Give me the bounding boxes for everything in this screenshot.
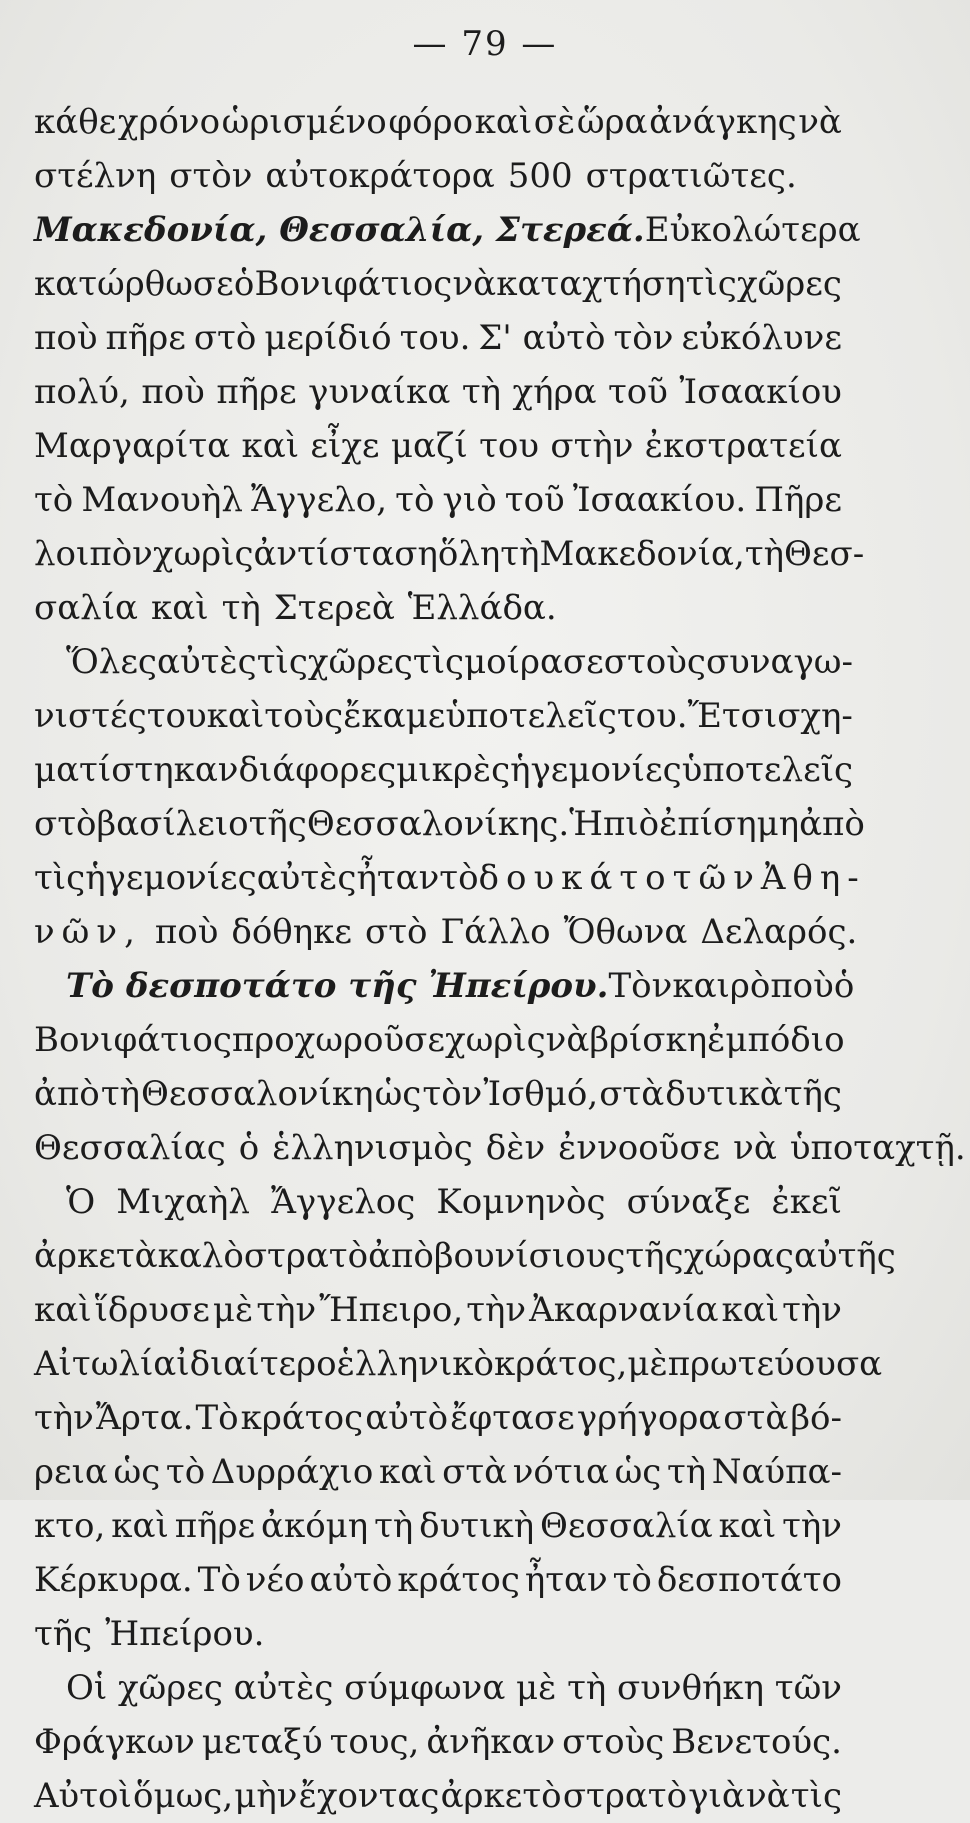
word: νὰ xyxy=(452,264,497,304)
word: Ναύπα- xyxy=(711,1452,842,1492)
word: ἀνάγκης xyxy=(649,102,797,142)
word: βό- xyxy=(790,1398,842,1438)
word: Τὸν xyxy=(608,966,673,1006)
word: Ἀκαρνανία xyxy=(529,1290,719,1330)
word: τὴ xyxy=(374,1506,414,1546)
word: ἀνῆκαν xyxy=(426,1722,556,1762)
word: γρήγορα xyxy=(576,1398,722,1438)
word: πιὸ xyxy=(602,804,660,844)
word: πρωτεύουσα xyxy=(667,1344,883,1384)
word: τους, xyxy=(329,1722,420,1762)
section-heading: Μακεδονία, Θεσσαλία, Στερεά. xyxy=(34,210,645,250)
word: πῆρε xyxy=(216,372,297,412)
word: τὴν xyxy=(782,1506,842,1546)
word: ἦταν xyxy=(356,858,440,898)
word: του. xyxy=(399,318,471,358)
word: ποὺ xyxy=(770,966,834,1006)
word: διάφορες xyxy=(238,750,397,790)
word: κτο, xyxy=(34,1506,106,1546)
word: χωρὶς xyxy=(444,1020,546,1060)
word: Δυρράχιο xyxy=(210,1452,374,1492)
text-line xyxy=(34,1337,883,1391)
text-line xyxy=(34,203,861,257)
word: ὑποταχτῇ. xyxy=(789,1128,966,1168)
word: τῶν xyxy=(672,858,761,898)
word: Γάλλο xyxy=(440,912,551,952)
word: καλὸ xyxy=(157,1236,244,1276)
word: γυναίκα xyxy=(308,372,451,412)
word: Ἑλλάδα. xyxy=(407,588,557,628)
word: Ἄγγελο, xyxy=(251,480,388,520)
word: προχωροῦσε xyxy=(231,1020,445,1060)
word: ὡς xyxy=(374,1074,422,1114)
word: Ὁ xyxy=(66,1182,96,1222)
word: ἀκόμη xyxy=(260,1506,369,1546)
word: δεσποτάτο xyxy=(656,1560,842,1600)
word: Κομνηνὸς xyxy=(436,1182,606,1222)
word: δυτικὰ xyxy=(665,1074,783,1114)
word: τὴ xyxy=(100,1074,140,1114)
text-line xyxy=(34,365,842,419)
word: Θεσσαλία xyxy=(540,1506,713,1546)
word: ἡγεμονίες xyxy=(510,750,682,790)
word: τὴν xyxy=(256,1290,317,1330)
word: στὸ xyxy=(193,318,257,358)
word: νιστές xyxy=(34,696,147,736)
word: ἑλληνικὸ xyxy=(336,1344,495,1384)
text-line xyxy=(34,311,842,365)
word: αὐτῆς xyxy=(793,1236,896,1276)
word: Δελαρός. xyxy=(700,912,858,952)
word: νὰ xyxy=(733,1128,777,1168)
word: Βονιφάτιος xyxy=(254,264,453,304)
word: ὁ xyxy=(238,1128,260,1168)
word: Ἄγγελος xyxy=(270,1182,416,1222)
word: καὶ xyxy=(206,696,265,736)
word: Θεσσαλίας xyxy=(34,1128,226,1168)
word: στὰ xyxy=(442,1452,508,1492)
text-line xyxy=(34,1553,842,1607)
word: στὴν xyxy=(550,426,634,466)
word: ἵδρυσε xyxy=(94,1290,210,1330)
word: τῆς xyxy=(625,1236,684,1276)
word: τὸν xyxy=(613,318,674,358)
word: τὸν xyxy=(422,1074,483,1114)
text-line xyxy=(34,1715,842,1769)
word: σύναξε xyxy=(626,1182,751,1222)
word: ἀπὸ xyxy=(34,1074,100,1114)
word: σὲ xyxy=(533,102,576,142)
word: ὡρισμένο xyxy=(221,102,387,142)
word: ἀρκετὸ xyxy=(440,1776,562,1816)
word: ἀρκετὰ xyxy=(34,1236,158,1276)
word: μερίδιό xyxy=(264,318,392,358)
word: τοὺς xyxy=(264,696,344,736)
word: τὴ xyxy=(461,372,502,412)
word: λοιπὸν xyxy=(34,534,153,574)
word: τὴ xyxy=(744,534,784,574)
word: ποὺ xyxy=(154,912,219,952)
word: κράτος xyxy=(240,1398,364,1438)
word: τὸ xyxy=(165,1452,206,1492)
word: ποὺ xyxy=(34,318,98,358)
word: Μανουὴλ xyxy=(81,480,243,520)
word: Βονιφάτιος xyxy=(34,1020,232,1060)
word: καὶ xyxy=(718,1506,777,1546)
word: πῆρε xyxy=(105,318,186,358)
word: Θεσσαλονίκης. xyxy=(306,804,570,844)
word: Πῆρε xyxy=(754,480,842,520)
word: καὶ xyxy=(721,1290,780,1330)
word: ὁ xyxy=(833,966,855,1006)
word: ἐμπόδιο xyxy=(707,1020,845,1060)
word: 500 xyxy=(507,156,573,196)
text-line xyxy=(34,1175,842,1229)
page-number: — 79 — xyxy=(412,24,558,64)
word: ρεια xyxy=(34,1452,108,1492)
word: νὰ xyxy=(545,1020,590,1060)
word: σχη- xyxy=(777,696,853,736)
word: τῶν xyxy=(774,1668,842,1708)
text-line xyxy=(34,95,842,149)
word: βουνίσιους xyxy=(433,1236,626,1276)
word: ὅμως, xyxy=(133,1776,234,1816)
word: τὶς xyxy=(256,642,308,682)
word: συνθήκη xyxy=(617,1668,765,1708)
word: Κέρκυρα. xyxy=(34,1560,193,1600)
word: Ἔτσι xyxy=(687,696,778,736)
word: στὸ xyxy=(365,912,428,952)
word: καὶ xyxy=(151,588,209,628)
text-line xyxy=(34,581,842,635)
word: καιρὸ xyxy=(672,966,771,1006)
word: ἔχοντας xyxy=(298,1776,440,1816)
word: Οἱ xyxy=(66,1668,108,1708)
word: καὶ xyxy=(111,1506,169,1546)
text-line xyxy=(34,149,842,203)
word: μεταξύ xyxy=(201,1722,323,1762)
text-line xyxy=(34,257,842,311)
word: ὡς xyxy=(113,1452,161,1492)
word: καὶ xyxy=(378,1452,437,1492)
word: τὸ xyxy=(439,858,479,898)
word: Αἰτωλία xyxy=(34,1344,177,1384)
word: μοίρασε xyxy=(464,642,604,682)
word: ὁ xyxy=(233,264,255,304)
text-line xyxy=(34,1121,966,1175)
word: καὶ xyxy=(241,426,300,466)
word: ἀπὸ xyxy=(799,804,865,844)
word: νότια xyxy=(512,1452,609,1492)
word: στοὺς xyxy=(603,642,706,682)
text-line xyxy=(34,1283,842,1337)
word: κράτος, xyxy=(494,1344,628,1384)
word: ἔφτασε xyxy=(450,1398,575,1438)
text-line xyxy=(34,1445,842,1499)
text-line xyxy=(34,419,842,473)
word: δουκάτο xyxy=(478,858,673,898)
word: τῆς xyxy=(783,1074,842,1114)
word: εὐκόλυνε xyxy=(681,318,842,358)
word: του xyxy=(479,426,540,466)
section-heading: Τὸ δεσποτάτο τῆς Ἠπείρου. xyxy=(66,966,609,1006)
word: Μαργαρίτα xyxy=(34,426,231,466)
word: τὴ xyxy=(666,1452,707,1492)
word: αὐτὸ xyxy=(309,1560,393,1600)
word: χήρα xyxy=(512,372,597,412)
word: κάθε xyxy=(34,102,117,142)
word: κατώρθωσε xyxy=(34,264,234,304)
word: δόθηκε xyxy=(231,912,353,952)
text-line xyxy=(34,959,855,1013)
word: μὲ xyxy=(627,1344,668,1384)
word: βρίσκη xyxy=(589,1020,708,1060)
word: τὴν xyxy=(34,1398,94,1438)
word: τὶς xyxy=(685,264,737,304)
word: ἦταν xyxy=(524,1560,608,1600)
word: τοῦ xyxy=(607,372,668,412)
word: μὲ xyxy=(212,1290,254,1330)
text-line xyxy=(34,527,865,581)
word: στοὺς xyxy=(562,1722,665,1762)
word: Ἄρτα. xyxy=(95,1398,194,1438)
word: νὰ xyxy=(798,102,842,142)
word: τὴ xyxy=(221,588,261,628)
word: εἶχε xyxy=(310,426,380,466)
word: σαλία xyxy=(34,588,139,628)
word: χῶρες xyxy=(117,1668,223,1708)
word: γιὸ xyxy=(442,480,497,520)
word: ποὺ xyxy=(141,372,205,412)
word: στρατὸ xyxy=(243,1236,369,1276)
word: αὐτὲς xyxy=(233,1668,334,1708)
word: δὲν xyxy=(485,1128,546,1168)
word: χῶρες xyxy=(307,642,413,682)
word: ἐκεῖ xyxy=(771,1182,842,1222)
word: νὰ xyxy=(746,1776,790,1816)
word: νέο xyxy=(245,1560,305,1600)
word: ἡγεμονίες xyxy=(85,858,257,898)
word: ὅλη xyxy=(437,534,501,574)
word: μὴν xyxy=(234,1776,298,1816)
text-line xyxy=(34,1229,896,1283)
word: του. xyxy=(616,696,688,736)
word: Στερεὰ xyxy=(273,588,395,628)
word: στρατὸ xyxy=(562,1776,688,1816)
word: Ὄθωνα xyxy=(563,912,688,952)
word: γιὰ xyxy=(688,1776,745,1816)
word: καὶ xyxy=(34,1290,92,1330)
word: τὸ xyxy=(612,1560,652,1600)
word: πολύ, xyxy=(34,372,130,412)
word: τῆς xyxy=(248,804,307,844)
word: καὶ xyxy=(474,102,533,142)
word: στέλνη xyxy=(34,156,157,196)
word: Τὸ xyxy=(197,1560,241,1600)
text-line xyxy=(34,1499,842,1553)
word: στὰ xyxy=(723,1398,789,1438)
word: τὶς xyxy=(790,1776,842,1816)
word: ἀπὸ xyxy=(368,1236,434,1276)
word: μικρὲς xyxy=(396,750,511,790)
word: στρατιῶτες. xyxy=(585,156,797,196)
word: ὥρα xyxy=(576,102,648,142)
text-line xyxy=(34,905,858,959)
word: τὶς xyxy=(34,858,86,898)
word: τοῦ xyxy=(504,480,565,520)
text-line xyxy=(34,1661,842,1715)
word: μαζί xyxy=(390,426,468,466)
word: τὴν xyxy=(466,1290,527,1330)
word: τὴ xyxy=(500,534,540,574)
word: Βενετούς. xyxy=(671,1722,842,1762)
word: χῶρες xyxy=(736,264,842,304)
text-line xyxy=(34,1067,842,1121)
word: Ἀθη- xyxy=(760,858,866,898)
word: σύμφωνα xyxy=(344,1668,506,1708)
word: ἀντίσταση xyxy=(253,534,438,574)
word: αὐτὲς xyxy=(256,858,357,898)
word: χωρὶς xyxy=(152,534,254,574)
word: ἐννοοῦσε xyxy=(558,1128,721,1168)
word: αὐτοκράτορα xyxy=(265,156,495,196)
word: Ἤπειρο, xyxy=(319,1290,464,1330)
word: δυτικὴ xyxy=(419,1506,535,1546)
word: ἑλληνισμὸς xyxy=(272,1128,473,1168)
word: τῆς xyxy=(34,1614,93,1654)
word: καταχτήση xyxy=(496,264,686,304)
word: βασίλειο xyxy=(96,804,249,844)
word: Μακεδονία, xyxy=(539,534,745,574)
word: τὴν xyxy=(782,1290,842,1330)
word: αὐτὲς xyxy=(156,642,257,682)
word: ὑποτελεῖς xyxy=(445,696,617,736)
word: ἐκστρατεία xyxy=(644,426,842,466)
word: ὑποτελεῖς xyxy=(681,750,854,790)
word: Τὸ xyxy=(195,1398,239,1438)
text-line xyxy=(34,851,866,905)
word: ματίστηκαν xyxy=(34,750,239,790)
word: Θεσσαλονίκη xyxy=(141,1074,374,1114)
word: νῶν, xyxy=(34,912,142,952)
word: Ἠπείρου. xyxy=(105,1614,265,1654)
word: μὲ xyxy=(516,1668,557,1708)
word: στὸν xyxy=(169,156,253,196)
word: Σ' αὐτὸ xyxy=(478,318,606,358)
word: συναγω- xyxy=(705,642,853,682)
word: τὶς xyxy=(412,642,465,682)
word: Ἰσαακίου. xyxy=(572,480,747,520)
word: Ὅλες xyxy=(66,642,157,682)
word: χώρας xyxy=(683,1236,794,1276)
word: τὸ xyxy=(395,480,435,520)
word: Ἰσθμό, xyxy=(483,1074,599,1114)
text-line xyxy=(34,743,854,797)
text-line xyxy=(34,1607,842,1661)
word: Εὐκολώτερα xyxy=(644,210,861,250)
word: ἰδιαίτερο xyxy=(176,1344,337,1384)
word: τὸ xyxy=(34,480,74,520)
word: στὰ xyxy=(599,1074,665,1114)
word: Θεσ- xyxy=(784,534,865,574)
word: ἐπίσημη xyxy=(659,804,800,844)
text-line xyxy=(34,1769,842,1823)
word: Φράγκων xyxy=(34,1722,195,1762)
word: στὸ xyxy=(34,804,97,844)
word: φόρο xyxy=(388,102,474,142)
word: χρόνο xyxy=(117,102,221,142)
word: αὐτὸ xyxy=(365,1398,449,1438)
body-text xyxy=(34,95,966,1823)
text-line xyxy=(34,473,842,527)
word: πῆρε xyxy=(174,1506,256,1546)
word: ὡς xyxy=(614,1452,662,1492)
word: Αὐτοὶ xyxy=(34,1776,132,1816)
text-line xyxy=(34,689,853,743)
word: του xyxy=(146,696,207,736)
word: κράτος xyxy=(397,1560,520,1600)
word: ἔκαμε xyxy=(343,696,446,736)
word: Μιχαὴλ xyxy=(116,1182,250,1222)
text-line xyxy=(34,1391,842,1445)
text-line xyxy=(34,635,853,689)
text-line xyxy=(34,1013,845,1067)
word: Ἰσαακίου xyxy=(679,372,842,412)
word: Ἡ xyxy=(569,804,603,844)
word: τὴ xyxy=(567,1668,607,1708)
text-line xyxy=(34,797,865,851)
